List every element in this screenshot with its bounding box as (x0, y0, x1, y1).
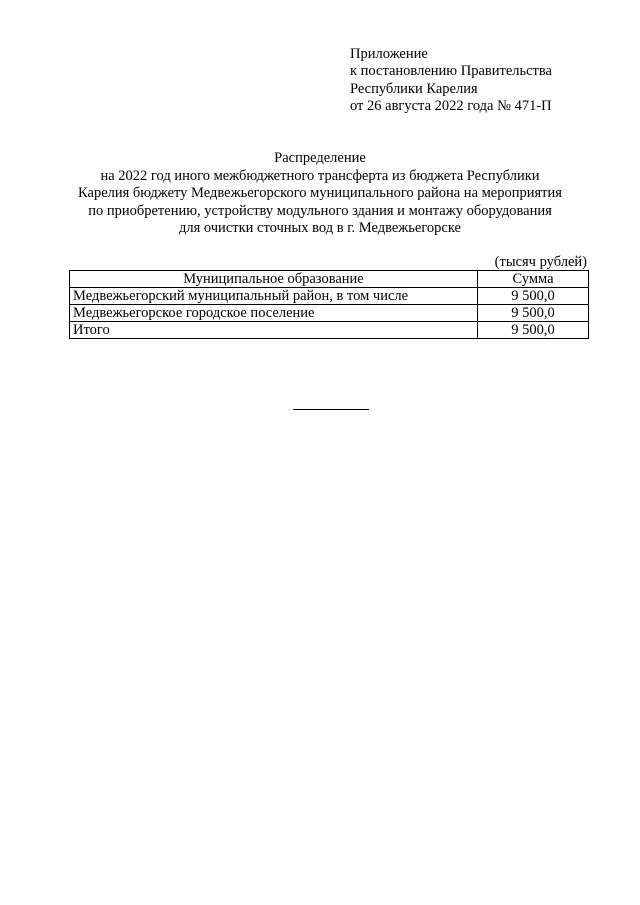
closing-rule (293, 409, 369, 410)
distribution-table (69, 270, 589, 339)
cell-municipality: Итого (70, 322, 478, 339)
appendix-line: от 26 августа 2022 года № 471-П (350, 97, 552, 114)
appendix-line: Приложение (350, 46, 428, 62)
heading-line: для очистки сточных вод в г. Медвежьегорске (178, 220, 461, 237)
cell-amount: 9 500,0 (478, 305, 589, 322)
appendix-line: Республики Карелия (350, 80, 478, 97)
column-header-municipality: Муниципальное образование (70, 271, 478, 288)
document-title: Распределение (274, 150, 366, 166)
cell-municipality: Медвежьегорское городское поселение (70, 305, 478, 322)
units-label: (тысяч рублей) (494, 254, 587, 270)
cell-amount: 9 500,0 (478, 288, 589, 305)
table-row (70, 288, 589, 305)
cell-municipality: Медвежьегорский муниципальный район, в том числе (70, 288, 478, 305)
table-header-row (70, 271, 589, 288)
table-row (70, 305, 589, 322)
document-heading (60, 150, 580, 238)
appendix-block (350, 46, 552, 115)
appendix-line: к постановлению Правительства (350, 63, 552, 80)
heading-line: Карелия бюджету Медвежьегорского муниципального района на мероприятия (78, 185, 562, 202)
heading-line: на 2022 год иного межбюджетного трансферта из бюджета Республики (100, 167, 540, 184)
cell-amount: 9 500,0 (478, 322, 589, 339)
column-header-amount: Сумма (478, 271, 589, 288)
heading-line: по приобретению, устройству модульного здания и монтажу оборудования (88, 202, 552, 219)
table-row (70, 322, 589, 339)
